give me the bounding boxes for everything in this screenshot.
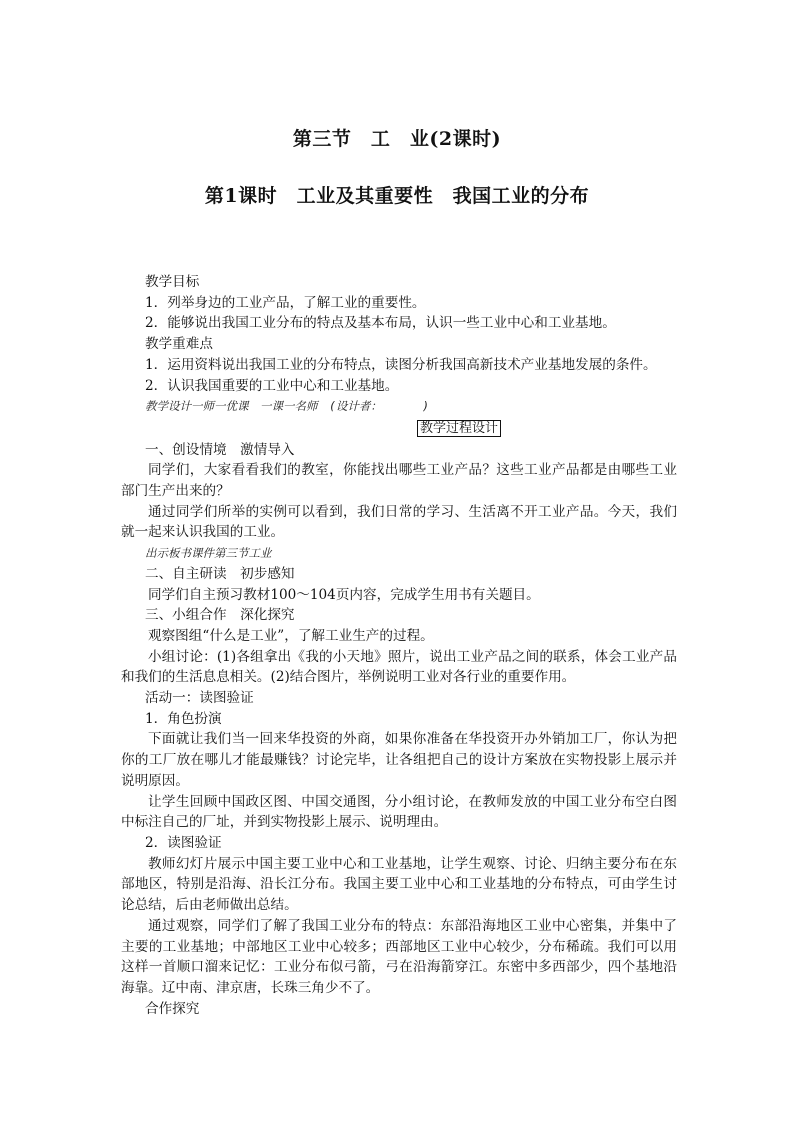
cooperation-label: 合作探究 (145, 1000, 200, 1017)
paragraph: 同学们，大家看看我们的教室，你能找出哪些工业产品？这些工业产品都是由哪些工业部门生产出来的？ (121, 462, 677, 500)
activity-subheading: 2．读图验证 (145, 834, 222, 851)
objective-item: 1．列举身边的工业产品，了解工业的重要性。 (145, 294, 426, 311)
activity-subheading: 1．角色扮演 (145, 710, 222, 727)
section-heading: 三、小组合作 深化探究 (145, 607, 295, 624)
document-body (121, 272, 677, 1019)
lesson-title: 第1课时 工业及其重要性 我国工业的分布 (204, 185, 590, 207)
process-label: 教学过程设计 (417, 420, 501, 437)
paragraph: 同学们自主预习教材100～104页内容，完成学生用书有关题目。 (148, 586, 540, 603)
paragraph: 小组讨论：(1)各组拿出《我的小天地》照片，说出工业产品之间的联系，体会工业产品和我们的生活息息相关。(2)结合图片，举例说明工业对各行业的重要作用。 (121, 648, 677, 686)
process-label-wrap (121, 418, 677, 439)
activity-heading: 活动一：读图验证 (145, 690, 254, 707)
key-points-label: 教学重难点 (145, 336, 213, 353)
design-note: 教学设计一师一优课 一课一名师 (设计者： ) (145, 399, 430, 414)
section-title: 第三节 工 业(2课时) (292, 128, 502, 150)
paragraph: 观察图组“什么是工业”，了解工业生产的过程。 (148, 627, 434, 644)
board-note: 出示板书课件第三节工业 (145, 546, 272, 561)
paragraph: 通过观察，同学们了解了我国工业分布的特点：东部沿海地区工业中心密集，并集中了主要的工业基地；中部地区工业中心较多；西部地区工业中心较少，分布稀疏。我们可以用这样一首顺口溜来记忆：工业分布似弓箭，弓在沿海箭穿江。东密中多西部少，四个基地沿海靠。辽中南、津京唐，长珠三角少不了。 (121, 917, 677, 996)
objectives-label: 教学目标 (145, 274, 200, 290)
objective-item: 2．能够说出我国工业分布的特点及基本布局，认识一些工业中心和工业基地。 (145, 315, 616, 332)
paragraph: 通过同学们所举的实例可以看到，我们日常的学习、生活离不开工业产品。今天，我们就一起来认识我国的工业。 (121, 503, 677, 541)
paragraph: 下面就让我们当一回来华投资的外商，如果你准备在华投资开办外销加工厂，你认为把你的工厂放在哪儿才能最赚钱？讨论完毕，让各组把自己的设计方案放在实物投影上展示并说明原因。 (121, 731, 677, 789)
section-heading: 二、自主研读 初步感知 (145, 565, 295, 582)
section-heading: 一、创设情境 激情导入 (145, 441, 295, 458)
paragraph: 让学生回顾中国政区图、中国交通图，分小组讨论，在教师发放的中国工业分布空白图中标注自己的厂址，并到实物投影上展示、说明理由。 (121, 793, 677, 831)
key-point-item: 2．认识我国重要的工业中心和工业基地。 (145, 377, 399, 394)
paragraph: 教师幻灯片展示中国主要工业中心和工业基地，让学生观察、讨论、归纳主要分布在东部地区，特别是沿海、沿长江分布。我国主要工业中心和工业基地的分布特点，可由学生讨论总结，后由老师做出总结。 (121, 855, 677, 914)
key-point-item: 1．运用资料说出我国工业的分布特点，读图分析我国高新技术产业基地发展的条件。 (145, 356, 657, 373)
